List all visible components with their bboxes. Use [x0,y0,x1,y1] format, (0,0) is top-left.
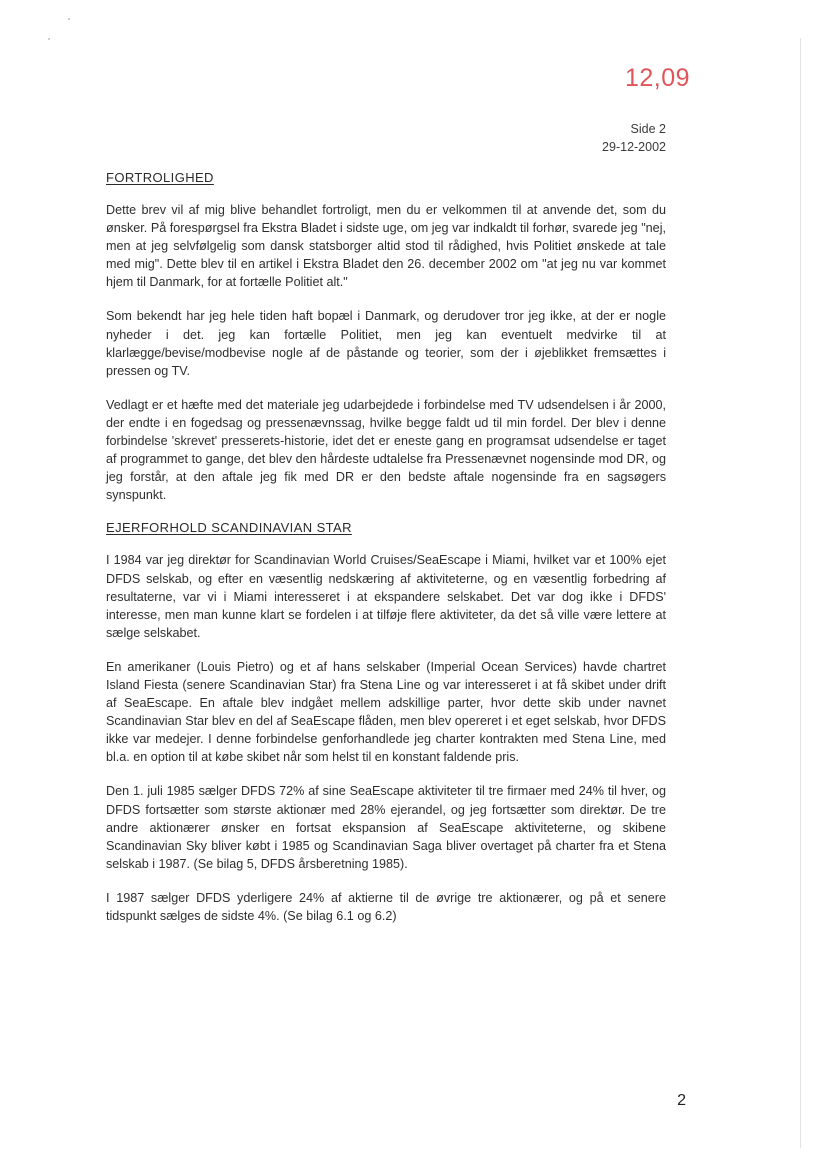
paragraph: Den 1. juli 1985 sælger DFDS 72% af sine SeaEscape aktiviteter til tre firmaer med 24% til hver, og DFDS fortsætter som største aktionær med 28% ejerandel, og jeg fortsætter som direktør. De tre andre aktionærer ønsker en fortsat ekspansion af SeaEscape aktiviteterne, og skibene Scandinavian Sky bliver købt i 1985 og Scandinavian Saga bliver overtaget på charter fra et Stena selskab i 1987. (Se bilag 5, DFDS årsberetning 1985). [106,784,666,871]
paragraph: Som bekendt har jeg hele tiden haft bopæl i Danmark, og derudover tror jeg ikke, at der er nogle nyheder i det. jeg kan fortælle Politiet, men jeg kan eventuelt medvirke til at klarlægge/bevise/modbevise nogle af de påstande og teorier, som der i øjeblikket fremsættes i pressen og TV. [106,309,666,378]
scan-edge-line [800,38,801,1148]
fax-stamp-number: 12,09 [624,64,690,92]
scan-speck [68,18,70,20]
paragraph: En amerikaner (Louis Pietro) og et af hans selskaber (Imperial Ocean Services) havde chartret Island Fiesta (senere Scandinavian Star) fra Stena Line og var interesseret i at få skibet under drift af SeaEscape. En aftale blev indgået mellem adskillige parter, hvor dette skib under navnet Scandinavian Star blev en del af SeaEscape flåden, men blev opereret i et eget selskab, hvor DFDS ikke var medejer. I denne forbindelse genforhandlede jeg charter kontrakten med Stena Line, med bl.a. en option til at købe skibet når som helst til en konstant faldende pris. [106,659,666,765]
page-label: Side 2 [630,122,666,136]
paragraph: Vedlagt er et hæfte med det materiale jeg udarbejdede i forbindelse med TV udsendelsen i år 2000, der endte i en fogedsag og pressenævnssag, hvilke begge faldt ud til min fordel. Der blev i denne forbindelse 'skrevet' presserets-historie, idet det er eneste gang en programsat udsendelse er taget af programmet to gange, det blev den hårdeste udtalelse fra Pressenævnet nogensinde mod DR, og jeg forstår, at den aftale jeg fik med DR er den bedste aftale nogensinde fra en sagsøgers synspunkt. [106,397,666,503]
paragraph: Dette brev vil af mig blive behandlet fortroligt, men du er velkommen til at anvende det, som du ønsker. På forespørgsel fra Ekstra Bladet i sidste uge, om jeg var indkaldt til forhør, svarede jeg "nej, men at jeg selvfølgelig som dansk statsborger altid stod til rådighed, hvis Politiet ønskede at tale med mig". Dette blev til en artikel i Ekstra Bladet den 26. december 2002 om "at jeg nu var kommet hjem til Danmark, for at fortælle Politiet alt." [106,203,666,290]
section-heading: FORTROLIGHED [106,170,214,185]
page-header [480,120,666,156]
section-fortrolighed [106,170,666,504]
document-date: 29-12-2002 [602,140,666,154]
letter-body [106,170,666,941]
page-number: 2 [677,1092,686,1109]
section-ejerforhold [106,520,666,925]
paragraph: I 1984 var jeg direktør for Scandinavian World Cruises/SeaEscape i Miami, hvilket var et 100% ejet DFDS selskab, og efter en væsentlig nedskæring af aktiviteterne, og en væsentlig forbedring af resultaterne, var vi i Miami interesseret i at ekspandere selskabet. Det var dog ikke i DFDS' interesse, men man kunne klart se fordelen i at tilføje flere aktiviteter, da det så ville være lettere at sælge selskabet. [106,553,666,640]
scan-speck [48,38,50,40]
paragraph: I 1987 sælger DFDS yderligere 24% af aktierne til de øvrige tre aktionærer, og på et senere tidspunkt sælges de sidste 4%. (Se bilag 6.1 og 6.2) [106,890,666,923]
section-heading: EJERFORHOLD SCANDINAVIAN STAR [106,520,352,536]
